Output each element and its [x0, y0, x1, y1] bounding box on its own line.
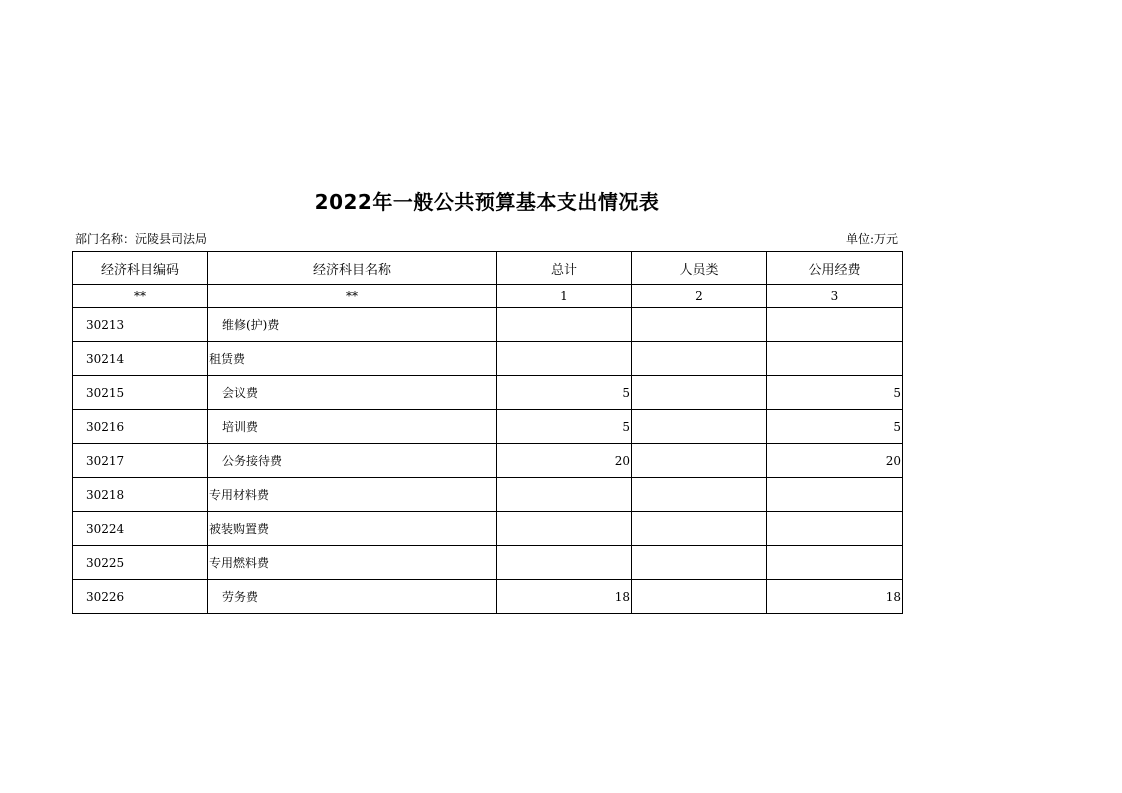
- public-cell: [767, 546, 903, 580]
- name-cell: 劳务费: [208, 580, 497, 614]
- table-row: [73, 308, 903, 342]
- total-cell: 18: [497, 580, 632, 614]
- name-cell: 公务接待费: [208, 444, 497, 478]
- table-index-row: [73, 285, 903, 308]
- total-cell: [497, 308, 632, 342]
- index-cell: 2: [632, 285, 767, 308]
- code-cell: 30213: [73, 308, 208, 342]
- total-cell: 5: [497, 376, 632, 410]
- name-cell: 租赁费: [208, 342, 497, 376]
- column-header-name: 经济科目名称: [208, 252, 497, 285]
- table-row: [73, 342, 903, 376]
- column-header-public: 公用经费: [767, 252, 903, 285]
- code-cell: 30226: [73, 580, 208, 614]
- table-row: [73, 580, 903, 614]
- personnel-cell: [632, 512, 767, 546]
- expenditure-table: [72, 251, 903, 614]
- name-cell: 被装购置费: [208, 512, 497, 546]
- table-row: [73, 410, 903, 444]
- name-cell: 维修(护)费: [208, 308, 497, 342]
- index-cell: 3: [767, 285, 903, 308]
- personnel-cell: [632, 308, 767, 342]
- public-cell: 5: [767, 376, 903, 410]
- total-cell: 5: [497, 410, 632, 444]
- code-cell: 30217: [73, 444, 208, 478]
- column-header-code: 经济科目编码: [73, 252, 208, 285]
- page-title: 2022年一般公共预算基本支出情况表: [314, 190, 660, 214]
- table-row: [73, 376, 903, 410]
- personnel-cell: [632, 478, 767, 512]
- table-header-row: [73, 252, 903, 285]
- total-cell: [497, 342, 632, 376]
- code-cell: 30224: [73, 512, 208, 546]
- public-cell: 5: [767, 410, 903, 444]
- column-header-total: 总计: [497, 252, 632, 285]
- public-cell: [767, 512, 903, 546]
- name-cell: 专用燃料费: [208, 546, 497, 580]
- total-cell: [497, 478, 632, 512]
- table-row: [73, 546, 903, 580]
- public-cell: [767, 308, 903, 342]
- personnel-cell: [632, 376, 767, 410]
- code-cell: 30214: [73, 342, 208, 376]
- name-cell: 会议费: [208, 376, 497, 410]
- public-cell: [767, 478, 903, 512]
- index-cell: **: [208, 285, 497, 308]
- total-cell: [497, 546, 632, 580]
- code-cell: 30216: [73, 410, 208, 444]
- personnel-cell: [632, 342, 767, 376]
- public-cell: 20: [767, 444, 903, 478]
- personnel-cell: [632, 546, 767, 580]
- department-name: 部门名称：沅陵县司法局: [75, 232, 208, 246]
- column-header-personnel: 人员类: [632, 252, 767, 285]
- total-cell: 20: [497, 444, 632, 478]
- personnel-cell: [632, 444, 767, 478]
- personnel-cell: [632, 410, 767, 444]
- personnel-cell: [632, 580, 767, 614]
- table-row: [73, 444, 903, 478]
- public-cell: 18: [767, 580, 903, 614]
- total-cell: [497, 512, 632, 546]
- table-row: [73, 478, 903, 512]
- name-cell: 培训费: [208, 410, 497, 444]
- code-cell: 30225: [73, 546, 208, 580]
- code-cell: 30215: [73, 376, 208, 410]
- code-cell: 30218: [73, 478, 208, 512]
- index-cell: **: [73, 285, 208, 308]
- public-cell: [767, 342, 903, 376]
- index-cell: 1: [497, 285, 632, 308]
- unit-label: 单位:万元: [845, 232, 898, 246]
- name-cell: 专用材料费: [208, 478, 497, 512]
- table-row: [73, 512, 903, 546]
